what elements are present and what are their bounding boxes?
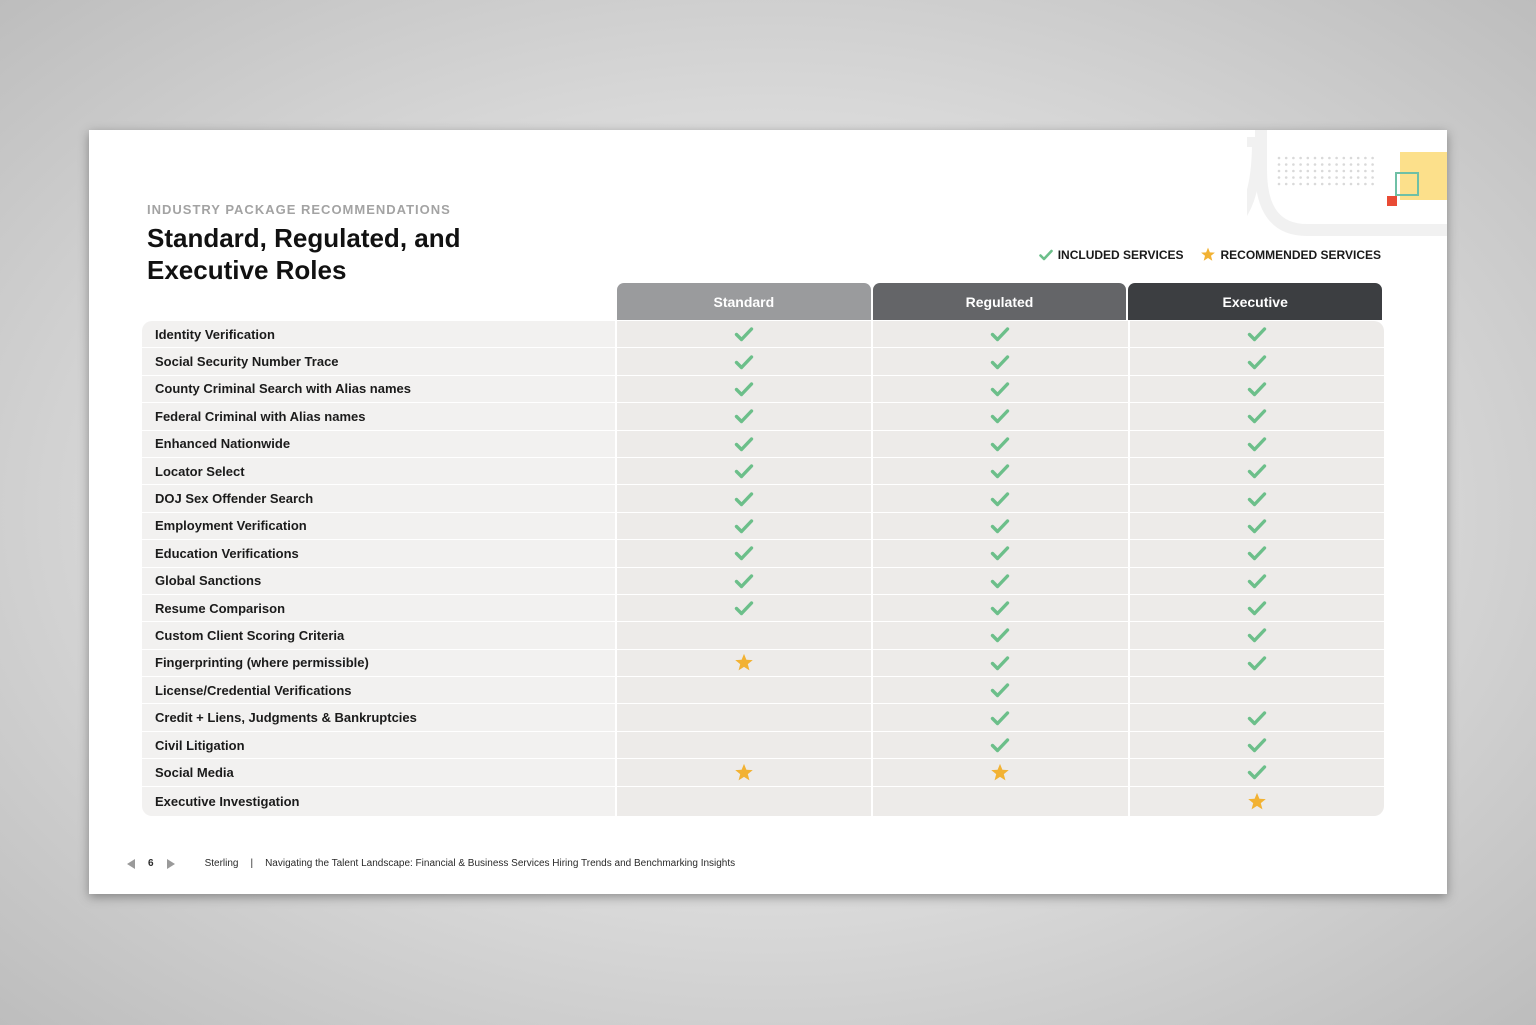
star-icon (1200, 247, 1216, 262)
check-icon (1247, 710, 1267, 726)
cell-regulated (873, 485, 1129, 511)
cell-executive (1130, 704, 1384, 730)
cell-standard (617, 431, 873, 457)
cell-executive (1130, 595, 1384, 621)
cell-regulated (873, 348, 1129, 374)
check-icon (990, 600, 1010, 616)
cell-executive (1130, 650, 1384, 676)
cell-executive (1130, 732, 1384, 758)
check-icon (990, 627, 1010, 643)
check-icon (734, 518, 754, 534)
check-icon (734, 463, 754, 479)
cell-standard (617, 759, 873, 785)
cell-standard (617, 787, 873, 816)
cell-executive (1130, 622, 1384, 648)
table-row (142, 568, 1384, 595)
check-icon (990, 518, 1010, 534)
check-icon (990, 354, 1010, 370)
row-label: DOJ Sex Offender Search (142, 485, 617, 511)
footer-doc-title: Navigating the Talent Landscape: Financial & Business Services Hiring Trends and Benchmarking Insights (265, 858, 736, 869)
cell-standard (617, 704, 873, 730)
cell-standard (617, 540, 873, 566)
table-row (142, 595, 1384, 622)
table-row (142, 321, 1384, 348)
row-label: Executive Investigation (142, 787, 617, 816)
cell-regulated (873, 431, 1129, 457)
cell-standard (617, 595, 873, 621)
cell-regulated (873, 540, 1129, 566)
cell-standard (617, 650, 873, 676)
cell-standard (617, 513, 873, 539)
cell-regulated (873, 403, 1129, 429)
check-icon (1247, 573, 1267, 589)
cell-standard (617, 376, 873, 402)
check-icon (1247, 463, 1267, 479)
row-label: Resume Comparison (142, 595, 617, 621)
star-icon (990, 763, 1010, 782)
cell-regulated (873, 759, 1129, 785)
row-label: License/Credential Verifications (142, 677, 617, 703)
cell-executive (1130, 458, 1384, 484)
check-icon (990, 408, 1010, 424)
footer-brand: Sterling (204, 858, 239, 869)
cell-regulated (873, 513, 1129, 539)
table-row (142, 431, 1384, 458)
legend-recommended-label: RECOMMENDED SERVICES (1220, 247, 1381, 262)
cell-executive (1130, 403, 1384, 429)
cell-executive (1130, 677, 1384, 703)
cell-regulated (873, 458, 1129, 484)
check-icon (1247, 627, 1267, 643)
check-icon (1247, 518, 1267, 534)
row-label: Education Verifications (142, 540, 617, 566)
check-icon (990, 737, 1010, 753)
row-label: Federal Criminal with Alias names (142, 403, 617, 429)
check-icon (734, 381, 754, 397)
check-icon (1039, 249, 1053, 261)
star-icon (734, 763, 754, 782)
cell-regulated (873, 376, 1129, 402)
footer-separator: | (250, 858, 254, 869)
column-header-executive: Executive (1128, 283, 1382, 320)
column-headers (617, 283, 1382, 320)
row-label: Identity Verification (142, 321, 617, 347)
table-row (142, 732, 1384, 759)
check-icon (1247, 600, 1267, 616)
check-icon (1247, 436, 1267, 452)
table-row (142, 650, 1384, 677)
table-row (142, 485, 1384, 512)
star-icon (1247, 792, 1267, 811)
cell-standard (617, 348, 873, 374)
cell-executive (1130, 513, 1384, 539)
row-label: Employment Verification (142, 513, 617, 539)
check-icon (990, 655, 1010, 671)
row-label: Social Media (142, 759, 617, 785)
check-icon (990, 463, 1010, 479)
check-icon (1247, 408, 1267, 424)
cell-regulated (873, 787, 1129, 816)
check-icon (734, 408, 754, 424)
check-icon (990, 682, 1010, 698)
column-header-regulated: Regulated (873, 283, 1127, 320)
check-icon (990, 491, 1010, 507)
cell-regulated (873, 321, 1129, 347)
cell-regulated (873, 595, 1129, 621)
cell-standard (617, 485, 873, 511)
cell-regulated (873, 650, 1129, 676)
services-table (142, 321, 1384, 816)
cell-standard (617, 677, 873, 703)
legend-included (1039, 248, 1184, 262)
check-icon (1247, 326, 1267, 342)
check-icon (1247, 545, 1267, 561)
cell-executive (1130, 540, 1384, 566)
cell-standard (617, 732, 873, 758)
check-icon (1247, 764, 1267, 780)
cell-executive (1130, 376, 1384, 402)
prev-page-icon[interactable] (127, 859, 136, 869)
cell-regulated (873, 704, 1129, 730)
table-row (142, 677, 1384, 704)
row-label: Global Sanctions (142, 568, 617, 594)
page-footer (127, 858, 735, 869)
check-icon (990, 326, 1010, 342)
row-label: Social Security Number Trace (142, 348, 617, 374)
table-row (142, 540, 1384, 567)
cell-regulated (873, 622, 1129, 648)
table-row (142, 458, 1384, 485)
legend (1039, 247, 1381, 262)
row-label: Fingerprinting (where permissible) (142, 650, 617, 676)
row-label: Locator Select (142, 458, 617, 484)
cell-executive (1130, 787, 1384, 816)
page-title: Standard, Regulated, and Executive Roles (147, 223, 461, 285)
cell-standard (617, 458, 873, 484)
star-icon (734, 653, 754, 672)
cell-standard (617, 403, 873, 429)
table-row (142, 403, 1384, 430)
check-icon (1247, 737, 1267, 753)
row-label: Enhanced Nationwide (142, 431, 617, 457)
cell-regulated (873, 568, 1129, 594)
cell-standard (617, 622, 873, 648)
check-icon (990, 573, 1010, 589)
check-icon (990, 710, 1010, 726)
check-icon (990, 436, 1010, 452)
table-row (142, 787, 1384, 816)
check-icon (734, 436, 754, 452)
check-icon (1247, 354, 1267, 370)
cell-executive (1130, 485, 1384, 511)
cell-executive (1130, 568, 1384, 594)
table-row (142, 348, 1384, 375)
table-row (142, 759, 1384, 786)
cell-standard (617, 568, 873, 594)
check-icon (734, 573, 754, 589)
check-icon (734, 600, 754, 616)
cell-executive (1130, 321, 1384, 347)
page-number: 6 (148, 858, 154, 869)
cell-executive (1130, 431, 1384, 457)
table-row (142, 513, 1384, 540)
decorative-corner-graphic (1247, 130, 1447, 250)
legend-recommended (1200, 247, 1381, 262)
next-page-icon[interactable] (166, 859, 175, 869)
cell-standard (617, 321, 873, 347)
check-icon (734, 354, 754, 370)
column-header-standard: Standard (617, 283, 871, 320)
row-label: Custom Client Scoring Criteria (142, 622, 617, 648)
legend-included-label: INCLUDED SERVICES (1057, 247, 1184, 262)
check-icon (1247, 655, 1267, 671)
check-icon (734, 545, 754, 561)
check-icon (990, 545, 1010, 561)
cell-executive (1130, 759, 1384, 785)
check-icon (734, 326, 754, 342)
row-label: County Criminal Search with Alias names (142, 376, 617, 402)
cell-executive (1130, 348, 1384, 374)
table-row (142, 376, 1384, 403)
row-label: Civil Litigation (142, 732, 617, 758)
cell-regulated (873, 677, 1129, 703)
check-icon (1247, 381, 1267, 397)
check-icon (734, 491, 754, 507)
cell-regulated (873, 732, 1129, 758)
check-icon (990, 381, 1010, 397)
section-eyebrow: INDUSTRY PACKAGE RECOMMENDATIONS (147, 202, 451, 217)
document-page (89, 130, 1447, 894)
table-row (142, 622, 1384, 649)
row-label: Credit + Liens, Judgments & Bankruptcies (142, 704, 617, 730)
table-row (142, 704, 1384, 731)
check-icon (1247, 491, 1267, 507)
